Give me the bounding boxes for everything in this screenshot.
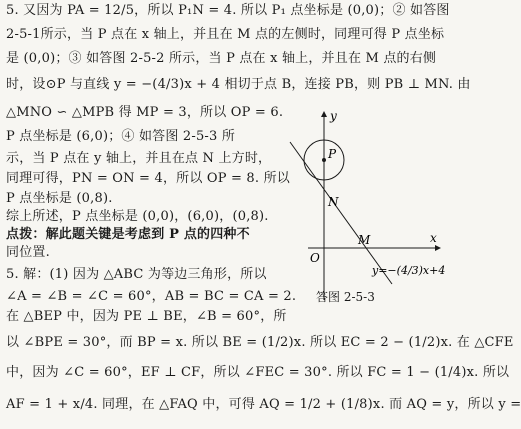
text-line-8: 同理可得，PN = ON = 4，所以 OP = 8. 所以: [6, 171, 290, 186]
text-line-13: 5. 解：(1) 因为 △ABC 为等边三角形，所以: [6, 267, 267, 282]
text-line-17: 中，因为 ∠C = 60°，EF ⊥ CF，所以 ∠FEC = 30°. 所以 FC = 1 − (1/4)x. 所以: [6, 365, 510, 380]
point-m-label: M: [358, 233, 371, 247]
origin-label: O: [310, 251, 320, 265]
text-line-7: 示，当 P 点在 y 轴上，并且在点 N 上方时，: [6, 151, 272, 166]
coordinate-figure: [298, 108, 444, 308]
text-line-3: 是 (0,0)；③ 如答图 2-5-2 所示，当 P 点在 x 轴上，并且在 M 点的右侧: [6, 51, 437, 66]
text-line-4: 时，设⊙P 与直线 y = −(4/3)x + 4 相切于点 B，连接 PB，则 PB ⊥ MN. 由: [6, 77, 471, 92]
text-line-14: ∠A = ∠B = ∠C = 60°，AB = BC = CA = 2.: [6, 289, 297, 304]
text-line-9: P 点坐标是 (0,8).: [6, 191, 113, 206]
text-line-11: 点拨：解此题关键是考虑到 P 点的四种不: [6, 227, 250, 242]
text-line-2: 2-5-1所示，当 P 点在 x 轴上，并且在 M 点的左侧时，同理可得 P 点坐标: [6, 27, 445, 42]
x-axis-label: x: [430, 231, 437, 245]
text-line-16: 以 ∠BPE = 30°，而 BP = x. 所以 BE = (1/2)x. 所以 EC = 2 − (1/2)x. 在 △CFE: [6, 335, 514, 350]
point-p: [322, 158, 326, 162]
text-line-12: 同位置.: [6, 245, 50, 260]
text-line-6: P 点坐标是 (6,0)；④ 如答图 2-5-3 所: [6, 129, 236, 144]
figure-caption: 答图 2-5-3: [316, 290, 375, 304]
line-equation-label: y=−(4/3)x+4: [372, 264, 446, 277]
text-line-18: AF = 1 + x/4. 同理，在 △FAQ 中，可得 AQ = 1/2 + (1/8)x. 而 AQ = y，所以 y =: [6, 397, 521, 412]
text-line-10: 综上所述，P 点坐标是 (0,0)，(6,0)，(0,8).: [6, 209, 269, 224]
point-p-label: P: [328, 147, 337, 161]
y-axis-label: y: [330, 109, 337, 123]
tangent-line: [290, 142, 392, 284]
text-line-1: 5. 又因为 PA = 12/5，所以 P₁N = 4. 所以 P₁ 点坐标是 (0,0)；② 如答图: [6, 3, 450, 18]
text-line-15: 在 △BEP 中，因为 PE ⊥ BE，∠B = 60°，所: [6, 309, 287, 324]
text-line-5: △MNO ∽ △MPB 得 MP = 3，所以 OP = 6.: [6, 105, 284, 120]
point-n-label: N: [328, 195, 339, 209]
